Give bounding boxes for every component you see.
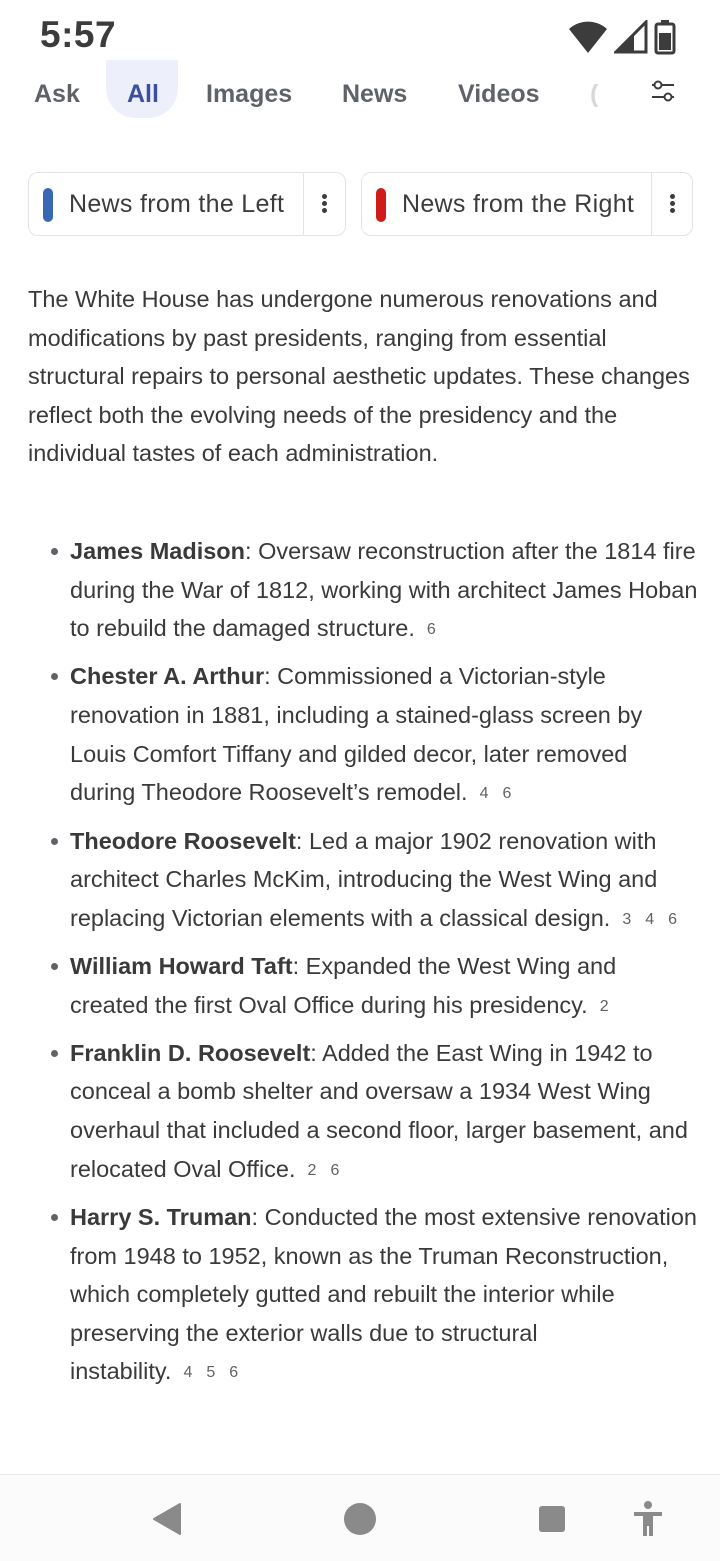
citation-link[interactable]: 2 (307, 1161, 317, 1179)
overview-intro: The White House has undergone numerous renovations and modifications by past presidents, ranging from essential structural repairs to personal aesthetic updates. These changes reflect both the evolving needs of the presidency and the individual tastes of each administration. (28, 286, 690, 467)
president-name: Chester A. Arthur (70, 663, 265, 690)
citation-link[interactable]: 4 (479, 785, 489, 803)
citation-link[interactable]: 2 (599, 997, 609, 1015)
citation-link[interactable]: 4 (183, 1364, 193, 1382)
bullet (51, 1214, 58, 1221)
renovations-list (28, 532, 698, 1401)
sliders-icon[interactable] (650, 78, 676, 104)
signal-icon (614, 20, 648, 54)
list-item (28, 1034, 698, 1190)
status-icons (568, 18, 676, 56)
bullet (51, 1050, 58, 1057)
citation-link[interactable]: 3 (622, 910, 632, 928)
item-text: : Oversaw reconstruction after the 1814 fire during the War of 1812, working with architect James Hoban to rebuild the damaged structure. (70, 538, 698, 642)
bullet (51, 548, 58, 555)
tab-images[interactable]: Images (206, 80, 293, 108)
tab-news[interactable]: News (342, 80, 408, 108)
list-item (28, 657, 698, 813)
citation-link[interactable]: 6 (502, 785, 512, 803)
bullet (51, 963, 58, 970)
system-nav-bar (0, 1474, 720, 1561)
tab-ask[interactable]: Ask (34, 80, 80, 108)
item-text: : Added the East Wing in 1942 to conceal a bomb shelter and oversaw a 1934 West Wing overhaul that included a second floor, larger basement, and relocated Oval Office. (70, 1039, 688, 1182)
more-vert-icon[interactable] (314, 192, 334, 218)
citation-link[interactable]: 5 (206, 1364, 216, 1382)
tab-videos[interactable]: Videos (458, 80, 540, 108)
bullet (51, 838, 58, 845)
item-text: : Expanded the West Wing and created the first Oval Office during his presidency. (70, 953, 617, 1018)
list-item (28, 822, 698, 940)
item-text: : Commissioned a Victorian-style renovation in 1881, including a stained-glass screen by Louis Comfort Tiffany and gilded decor, later removed during Theodore Roosevelt’s remodel. (70, 663, 643, 806)
tab-all[interactable]: All (127, 80, 159, 108)
back-icon[interactable] (148, 1499, 188, 1539)
president-name: Theodore Roosevelt (70, 827, 296, 854)
wifi-icon (568, 20, 608, 54)
president-name: James Madison (70, 538, 246, 564)
search-tabs (0, 60, 720, 120)
citation-link[interactable]: 6 (330, 1161, 340, 1179)
president-name: Franklin D. Roosevelt (70, 1039, 311, 1066)
more-vert-icon[interactable] (662, 192, 682, 218)
tab-more[interactable]: ( (590, 80, 599, 108)
item-text: : Conducted the most extensive renovation from 1948 to 1952, known as the Truman Reconstruction, which completely gutted and rebuilt the interior while preserving the exterior walls due to structural instability. (70, 1203, 698, 1385)
news-from-right-button[interactable] (361, 172, 693, 236)
item-text: : Led a major 1902 renovation with architect Charles McKim, introducing the West Wing and replacing Victorian elements with a classical design. (70, 827, 658, 931)
news-right-label: News from the Right (402, 190, 635, 218)
status-time: 5:57 (40, 14, 117, 55)
divider (303, 173, 304, 235)
accessibility-icon[interactable] (628, 1499, 668, 1539)
battery-icon (654, 19, 676, 55)
citation-link[interactable]: 4 (645, 910, 655, 928)
president-name: William Howard Taft (70, 953, 293, 979)
divider (651, 173, 652, 235)
list-item (28, 532, 698, 650)
citation-link[interactable]: 6 (229, 1364, 239, 1382)
list-item (28, 947, 698, 1026)
president-name: Harry S. Truman (70, 1203, 252, 1230)
left-color-bar (43, 188, 53, 222)
news-from-left-button[interactable] (28, 172, 346, 236)
citation-link[interactable]: 6 (668, 910, 678, 928)
recents-icon[interactable] (532, 1499, 572, 1539)
bullet (51, 673, 58, 680)
right-color-bar (376, 188, 386, 222)
news-left-label: News from the Left (69, 190, 285, 218)
list-item (28, 1198, 698, 1393)
citation-link[interactable]: 6 (426, 621, 436, 639)
home-icon[interactable] (340, 1499, 380, 1539)
